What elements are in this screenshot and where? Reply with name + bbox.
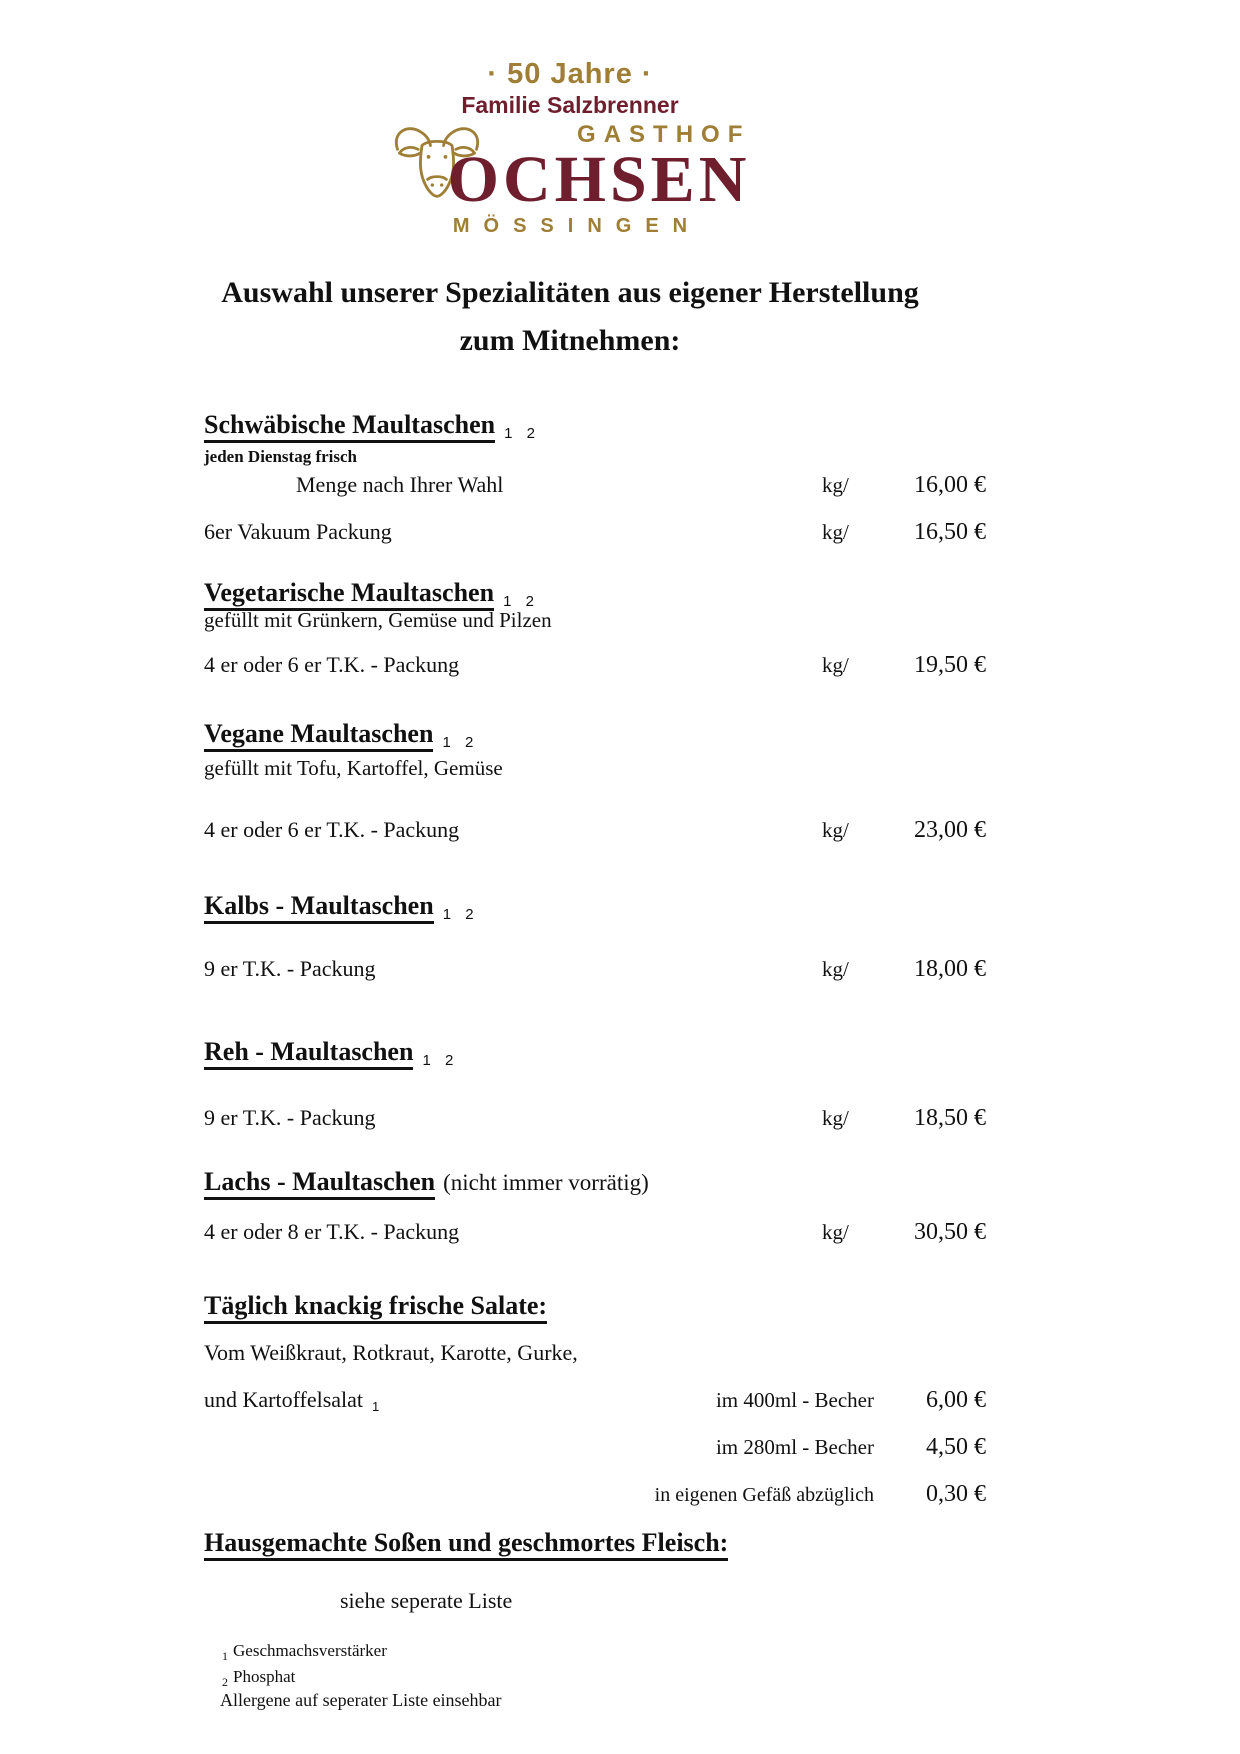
menu-item-row [204, 1481, 986, 1508]
section-heading-sossen [204, 1528, 986, 1558]
size-label: im 400ml - Becher [715, 1388, 874, 1412]
section-heading-text: Vegetarische Maultaschen [204, 578, 494, 611]
section-heading-text: Täglich knackig frische Salate: [204, 1291, 547, 1324]
footnote-text: Phosphat [233, 1667, 296, 1686]
section-heading-vegetarische [204, 578, 986, 608]
footnote [204, 1667, 1004, 1687]
menu-item-row [204, 652, 986, 679]
item-label: und Kartoffelsalat [204, 1387, 364, 1412]
footnote-marker: 1 2 [442, 734, 479, 751]
menu-item-row [204, 956, 986, 983]
section-heading-text: Lachs - Maultaschen [204, 1167, 435, 1200]
section-heading-lachs [204, 1167, 986, 1197]
footnote-marker: 1 2 [422, 1052, 459, 1069]
item-label: 6er Vakuum Packung [204, 519, 392, 544]
item-price: 0,30 € [926, 1481, 986, 1507]
city-name: MÖSSINGEN [452, 214, 702, 237]
unit-label: kg/ [822, 1106, 849, 1130]
section-description: gefüllt mit Tofu, Kartoffel, Gemüse [204, 756, 503, 780]
section-heading-text: Hausgemachte Soßen und geschmortes Fleisch: [204, 1528, 728, 1561]
item-label: 9 er T.K. - Packung [204, 956, 376, 981]
footnote-marker: 1 [372, 1399, 385, 1414]
section-heading-text: Schwäbische Maultaschen [204, 410, 495, 443]
footnote-marker: 1 [222, 1649, 228, 1663]
item-price: 16,00 € [914, 472, 986, 498]
restaurant-name: OCHSEN [447, 143, 751, 216]
unit-label: kg/ [822, 520, 849, 544]
menu-item-row [204, 1387, 986, 1414]
menu-item-row [204, 472, 986, 499]
section-note: siehe seperate Liste [340, 1588, 513, 1613]
section-heading-text: Kalbs - Maultaschen [204, 891, 434, 924]
footnote-marker: 1 2 [503, 593, 539, 610]
item-price: 4,50 € [926, 1434, 986, 1460]
section-description: gefüllt mit Grünkern, Gemüse und Pilzen [204, 608, 552, 632]
item-label: 4 er oder 6 er T.K. - Packung [204, 817, 460, 842]
footnote-marker: 1 2 [504, 425, 540, 442]
item-price: 19,50 € [914, 652, 986, 678]
gasthof-text: GASTHOF [577, 121, 751, 148]
family-name-text: Familie Salzbrenner [461, 92, 679, 118]
title-line1: Auswahl unserer Spezialitäten aus eigener Herstellung [221, 276, 919, 309]
menu-item-row [204, 817, 986, 844]
page-title [150, 276, 990, 358]
section-heading-text: Reh - Maultaschen [204, 1037, 413, 1070]
section-heading-schwaebische [204, 410, 986, 440]
anniversary-text: · 50 Jahre · [487, 58, 653, 90]
item-label: 4 er oder 6 er T.K. - Packung [204, 652, 460, 677]
allergen-note: Allergene auf seperater Liste einsehbar [220, 1690, 502, 1710]
menu-item-row [204, 1219, 986, 1246]
section-heading-text: Vegane Maultaschen [204, 719, 433, 752]
size-label: im 280ml - Becher [715, 1435, 874, 1459]
unit-label: kg/ [822, 1220, 849, 1244]
section-heading-reh [204, 1037, 986, 1067]
section-heading-salate [204, 1291, 986, 1321]
item-price: 16,50 € [914, 519, 986, 545]
item-label: 4 er oder 8 er T.K. - Packung [204, 1219, 460, 1244]
unit-label: kg/ [822, 653, 849, 677]
menu-item-row [204, 519, 986, 546]
item-label: Menge nach Ihrer Wahl [296, 472, 504, 497]
section-subnote: jeden Dienstag frisch [204, 447, 357, 466]
section-heading-kalbs [204, 891, 986, 921]
item-price: 18,00 € [914, 956, 986, 982]
section-heading-vegane [204, 719, 986, 749]
unit-label: kg/ [822, 818, 849, 842]
logo-emblem [390, 121, 751, 216]
title-line2: zum Mitnehmen: [459, 324, 681, 357]
menu-item-row [204, 1434, 986, 1461]
item-price: 6,00 € [926, 1387, 986, 1413]
unit-label: kg/ [822, 957, 849, 981]
footnote [204, 1641, 1004, 1661]
menu-item-row [204, 1105, 986, 1132]
item-price: 30,50 € [914, 1219, 986, 1245]
item-price: 23,00 € [914, 817, 986, 843]
section-description: Vom Weißkraut, Rotkraut, Karotte, Gurke, [204, 1340, 578, 1365]
item-label: 9 er T.K. - Packung [204, 1105, 376, 1130]
restaurant-logo [0, 58, 1140, 238]
unit-label: kg/ [822, 473, 849, 497]
item-price: 18,50 € [914, 1105, 986, 1131]
footnote-marker: 2 [222, 1675, 228, 1689]
section-heading-suffix: (nicht immer vorrätig) [443, 1170, 649, 1195]
footnote-text: Geschmachsverstärker [233, 1641, 387, 1660]
size-label: in eigenen Gefäß abzüglich [654, 1484, 874, 1506]
footnote-marker: 1 2 [442, 906, 479, 923]
